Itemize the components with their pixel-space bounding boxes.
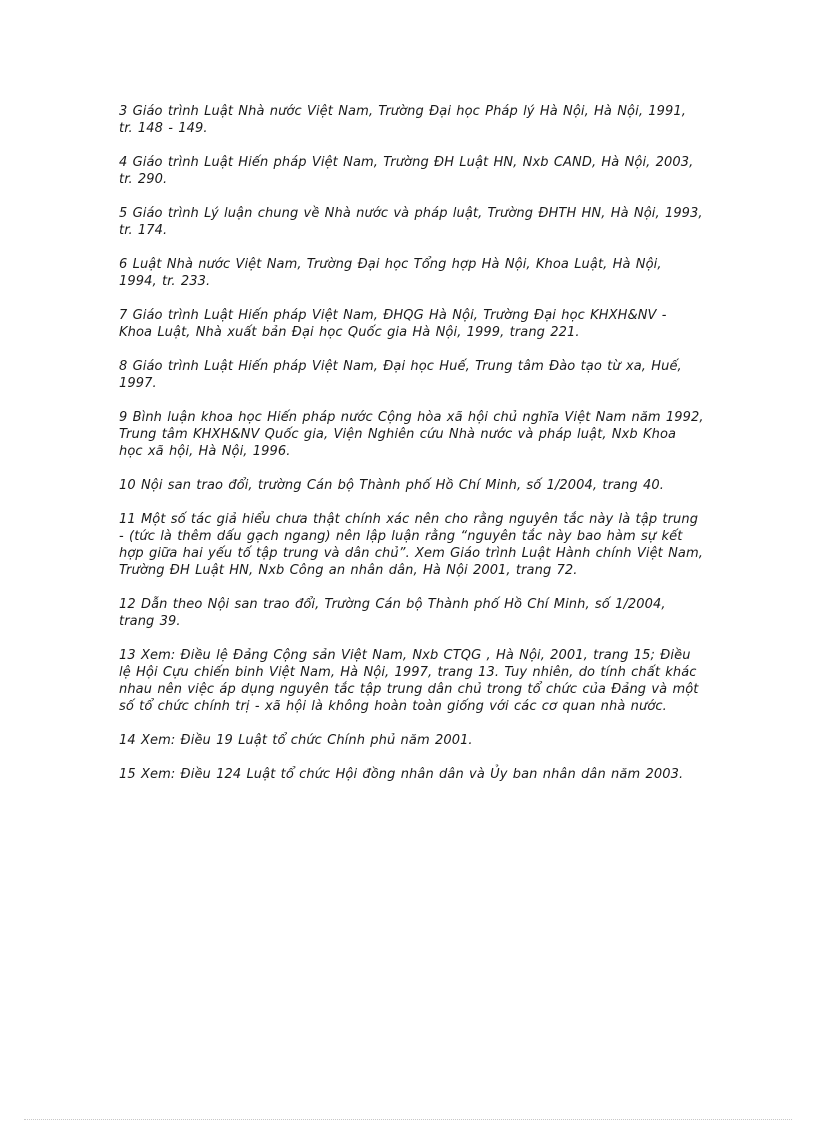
- footnote-6: 6 Luật Nhà nước Việt Nam, Trường Đại học Tổng hợp Hà Nội, Khoa Luật, Hà Nội, 1994, tr. 233.: [119, 257, 662, 289]
- footnote-3: 3 Giáo trình Luật Nhà nước Việt Nam, Trường Đại học Pháp lý Hà Nội, Hà Nội, 1991, tr. 148 - 149.: [119, 104, 686, 136]
- footnote-4: 4 Giáo trình Luật Hiến pháp Việt Nam, Trường ĐH Luật HN, Nxb CAND, Hà Nội, 2003, tr. 290.: [119, 155, 694, 187]
- footnote-13: 13 Xem: Điều lệ Đảng Cộng sản Việt Nam, Nxb CTQG , Hà Nội, 2001, trang 15; Điều lệ Hội Cựu chiến binh Việt Nam, Hà Nội, 1997, trang 13. Tuy nhiên, do tính chất khác nhau nên việc áp dụng nguyên tắc tập trung dân chủ trong tổ chức của Đảng và một số tổ chức chính trị - xã hội là không hoàn toàn giống với các cơ quan nhà nước.: [119, 648, 699, 714]
- footnote-list: [119, 103, 704, 800]
- footnote-11: 11 Một số tác giả hiểu chưa thật chính xác nên cho rằng nguyên tắc này là tập trung - (tức là thêm dấu gạch ngang) nên lập luận rằng “nguyên tắc này bao hàm sự kết hợp giữa hai yếu tố tập trung và dân chủ”. Xem Giáo trình Luật Hành chính Việt Nam, Trường ĐH Luật HN, Nxb Công an nhân dân, Hà Nội 2001, trang 72.: [119, 512, 703, 578]
- footnote-8: 8 Giáo trình Luật Hiến pháp Việt Nam, Đại học Huế, Trung tâm Đào tạo từ xa, Huế, 1997.: [119, 359, 682, 391]
- footnote-7: 7 Giáo trình Luật Hiến pháp Việt Nam, ĐHQG Hà Nội, Trường Đại học KHXH&NV - Khoa Luật, Nhà xuất bản Đại học Quốc gia Hà Nội, 1999, trang 221.: [119, 308, 667, 340]
- footnote-10: 10 Nội san trao đổi, trường Cán bộ Thành phố Hồ Chí Minh, số 1/2004, trang 40.: [119, 478, 664, 493]
- footnote-9: 9 Bình luận khoa học Hiến pháp nước Cộng hòa xã hội chủ nghĩa Việt Nam năm 1992, Trung tâm KHXH&NV Quốc gia, Viện Nghiên cứu Nhà nước và pháp luật, Nxb Khoa học xã hội, Hà Nội, 1996.: [119, 410, 704, 459]
- footnote-15: 15 Xem: Điều 124 Luật tổ chức Hội đồng nhân dân và Ủy ban nhân dân năm 2003.: [119, 767, 684, 782]
- footnote-12: 12 Dẫn theo Nội san trao đổi, Trường Cán bộ Thành phố Hồ Chí Minh, số 1/2004, trang 39.: [119, 597, 666, 629]
- footnote-14: 14 Xem: Điều 19 Luật tổ chức Chính phủ năm 2001.: [119, 733, 473, 748]
- footnote-5: 5 Giáo trình Lý luận chung về Nhà nước và pháp luật, Trường ĐHTH HN, Hà Nội, 1993, tr. 174.: [119, 206, 703, 238]
- page-bottom-divider: [24, 1119, 792, 1120]
